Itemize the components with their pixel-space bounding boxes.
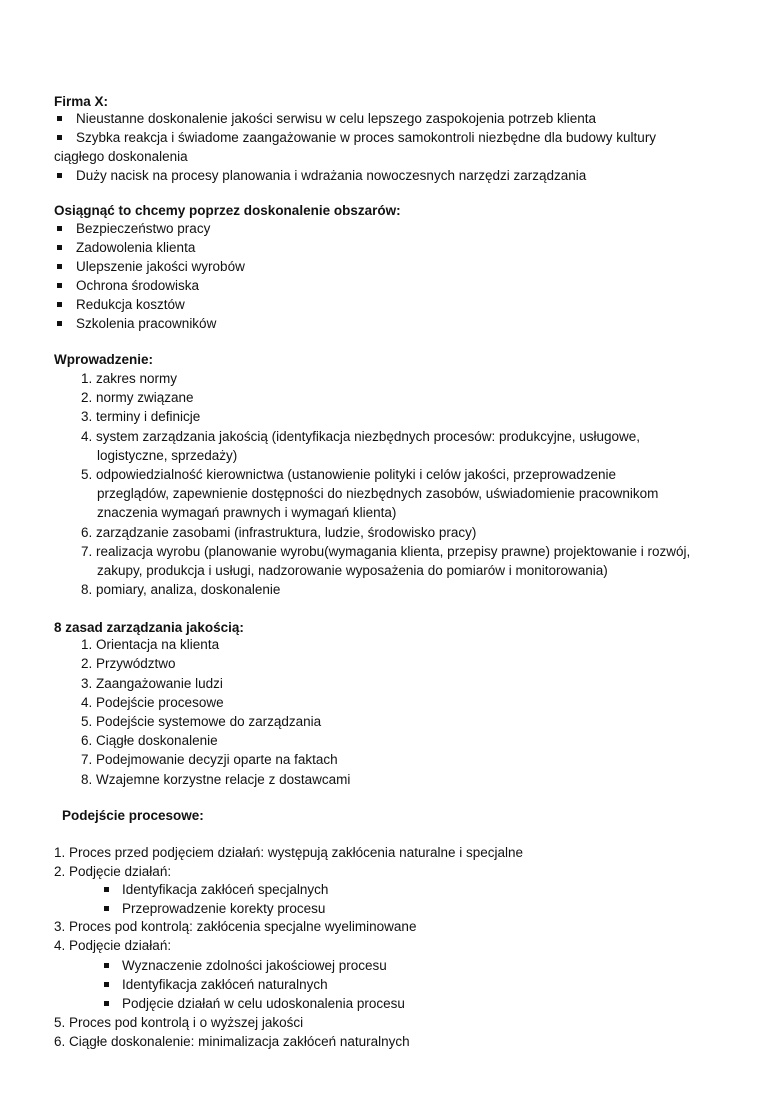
bullet-icon [57,135,62,140]
procesowe-subitem: Wyznaczenie zdolności jakościowej procesu [122,958,387,973]
zasady-item: 5. Podejście systemowe do zarządzania [81,714,322,729]
wprowadzenie-item: 2. normy związane [81,390,194,405]
wprowadzenie-item: 3. terminy i definicje [81,409,201,424]
bullet-icon [57,264,62,269]
zasady-item: 3. Zaangażowanie ludzi [81,676,223,691]
zasady-item: 8. Wzajemne korzystne relacje z dostawcami [81,772,351,787]
bullet-icon [57,302,62,307]
wprowadzenie-item: 7. realizacja wyrobu (planowanie wyrobu(wymagania klienta, przepisy prawne) projektowanie i rozwój, [81,544,691,559]
bullet-icon [57,173,62,178]
zasady-item: 6. Ciągłe doskonalenie [81,733,218,748]
zasady-item: 1. Orientacja na klienta [81,637,220,652]
obszary-item: Bezpieczeństwo pracy [76,221,211,236]
bullet-icon [57,283,62,288]
wprowadzenie-item-continuation: zakupy, produkcja i usługi, nadzorowanie wyposażenia do pomiarów i monitorowania) [97,563,608,578]
bullet-icon [104,963,109,968]
zasady-item: 2. Przywództwo [81,656,176,671]
bullet-icon [104,982,109,987]
obszary-item: Szkolenia pracowników [76,316,217,331]
obszary-item: Ochrona środowiska [76,278,200,293]
wprowadzenie-item-continuation: przeglądów, zapewnienie dostępności do niezbędnych zasobów, uświadomienie pracownikom [97,486,659,501]
obszary-heading: Osiągnąć to chcemy poprzez doskonalenie obszarów: [54,203,401,218]
bullet-icon [57,226,62,231]
bullet-icon [104,906,109,911]
procesowe-subitem: Identyfikacja zakłóceń naturalnych [122,977,328,992]
firma-bullet-1: Nieustanne doskonalenie jakości serwisu w celu lepszego zaspokojenia potrzeb klienta [76,111,597,126]
procesowe-step: 5. Proces pod kontrolą i o wyższej jakości [54,1015,304,1030]
wprowadzenie-item: 6. zarządzanie zasobami (infrastruktura, ludzie, środowisko pracy) [81,525,477,540]
zasady-heading: 8 zasad zarządzania jakością: [54,620,244,635]
obszary-item: Redukcja kosztów [76,297,185,312]
obszary-item: Ulepszenie jakości wyrobów [76,259,245,274]
procesowe-step: 4. Podjęcie działań: [54,938,172,953]
procesowe-subitem: Przeprowadzenie korekty procesu [122,901,326,916]
wprowadzenie-item: 8. pomiary, analiza, doskonalenie [81,582,281,597]
procesowe-step: 1. Proces przed podjęciem działań: występują zakłócenia naturalne i specjalne [54,845,524,860]
procesowe-heading: Podejście procesowe: [62,808,204,823]
wprowadzenie-item: 5. odpowiedzialność kierownictwa (ustanowienie polityki i celów jakości, przeprowadzenie [81,467,617,482]
wprowadzenie-item-continuation: znaczenia wymagań prawnych i wymagań klienta) [97,505,397,520]
firma-bullet-2-continuation: ciągłego doskonalenia [54,149,188,164]
bullet-icon [104,887,109,892]
firma-heading: Firma X: [54,94,109,109]
wprowadzenie-item: 4. system zarządzania jakością (identyfikacja niezbędnych procesów: produkcyjne, usługowe, [81,429,641,444]
procesowe-subitem: Podjęcie działań w celu udoskonalenia procesu [122,996,405,1011]
procesowe-step: 6. Ciągłe doskonalenie: minimalizacja zakłóceń naturalnych [54,1034,410,1049]
procesowe-step: 2. Podjęcie działań: [54,864,172,879]
obszary-item: Zadowolenia klienta [76,240,196,255]
bullet-icon [57,245,62,250]
wprowadzenie-item-continuation: logistyczne, sprzedaży) [97,448,238,463]
firma-bullet-2: Szybka reakcja i świadome zaangażowanie w proces samokontroli niezbędne dla budowy kultury [76,130,657,145]
firma-bullet-3: Duży nacisk na procesy planowania i wdrażania nowoczesnych narzędzi zarządzania [76,168,587,183]
procesowe-step: 3. Proces pod kontrolą: zakłócenia specjalne wyeliminowane [54,919,417,934]
wprowadzenie-item: 1. zakres normy [81,371,178,386]
bullet-icon [57,116,62,121]
bullet-icon [57,321,62,326]
procesowe-subitem: Identyfikacja zakłóceń specjalnych [122,882,329,897]
bullet-icon [104,1001,109,1006]
zasady-item: 7. Podejmowanie decyzji oparte na faktach [81,752,338,767]
wprowadzenie-heading: Wprowadzenie: [54,352,154,367]
zasady-item: 4. Podejście procesowe [81,695,224,710]
